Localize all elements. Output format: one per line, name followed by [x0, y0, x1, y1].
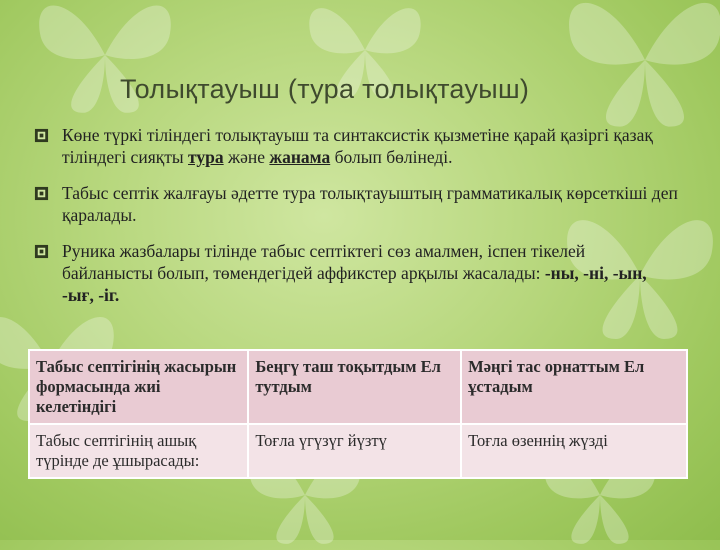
square-bullet-icon	[34, 244, 49, 259]
term-tura: тура	[188, 147, 224, 167]
bullet-list	[32, 124, 680, 320]
slide-title: Толықтауыш (тура толықтауыш)	[120, 74, 530, 104]
term-zhanama: жанама	[269, 147, 331, 167]
table-cell: Табыс септігінің ашық түрінде де ұшырасады:	[29, 424, 248, 478]
square-bullet-icon	[34, 186, 49, 201]
butterfly-icon	[560, 0, 720, 135]
examples-table	[28, 349, 688, 479]
bullet-item	[32, 124, 680, 168]
bullet-text: Көне түркі тіліндегі толықтауыш та синтаксистік қызметіне қарай қазіргі қазақ тіліндегі сияқты	[62, 125, 653, 167]
bullet-item	[32, 240, 680, 306]
square-bullet-icon	[34, 128, 49, 143]
bullet-text: болып бөлінеді.	[330, 147, 453, 167]
affix-list: -ны, -ні, -ын, -ығ, -іг.	[62, 263, 647, 305]
table-cell: Тоғла өзеннің жүзді	[461, 424, 687, 478]
bullet-text: Руника жазбалары тілінде табыс септіктегі сөз амалмен, іспен тікелей байланысты болып, төмендегідей аффикстер арқылы жасалады:	[62, 241, 586, 283]
table-cell: Тоғла үгүзүг йүзтү	[248, 424, 461, 478]
table-row	[29, 350, 687, 424]
table-cell: Мәңгі тас орнаттым Ел ұстадым	[461, 350, 687, 424]
table-row	[29, 424, 687, 478]
table-cell: Беңгү таш тоқытдым Ел тутдым	[248, 350, 461, 424]
bullet-text: Табыс септік жалғауы әдетте тура толықтауыштың грамматикалық көрсеткіші деп қаралады.	[62, 183, 678, 225]
bullet-text: және	[223, 147, 270, 167]
bullet-item	[32, 182, 680, 226]
table-cell: Табыс септігінің жасырын формасында жиі келетіндігі	[29, 350, 248, 424]
